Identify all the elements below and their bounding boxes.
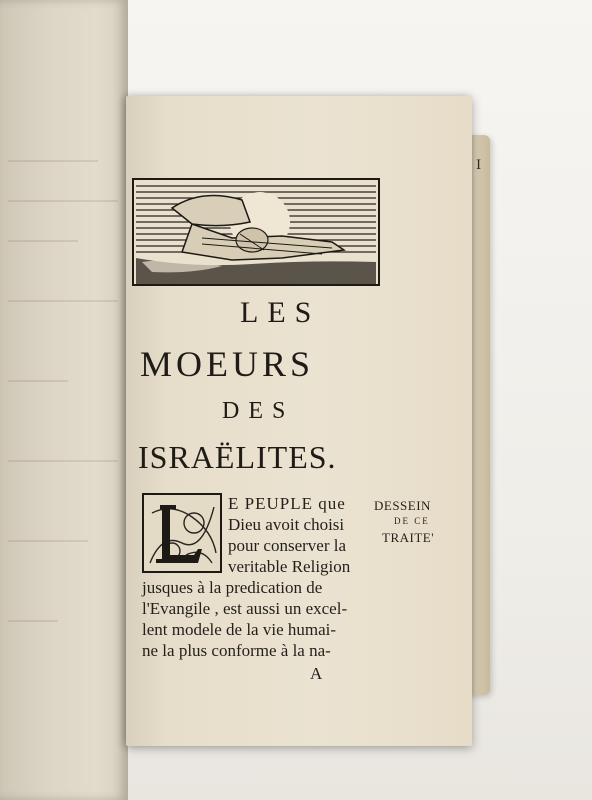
body-text-line: Dieu avoit choisi [228,515,345,534]
body-text-line: pour conserver la [228,536,347,555]
body-text-line: jusques à la predication de [142,578,323,597]
decorated-initial-icon [142,493,222,573]
page-number: I [476,158,482,173]
bleed-through-line [8,460,118,462]
body-text-line: ne la plus conforme à la na- [142,641,331,660]
bleed-through-line [8,160,98,162]
bleed-through-line [8,380,68,382]
woodcut-illustration-icon [132,178,380,286]
body-text-line: lent modele de la vie humai- [142,620,337,639]
signature-mark: A [310,664,323,683]
bleed-through-line [8,540,88,542]
body-text-line: E PEUPLE que [228,494,346,513]
bleed-through-line [8,200,118,202]
title-line: MOEURS [140,344,315,384]
margin-note: DE CE [394,516,430,526]
bleed-through-line [8,300,118,302]
bleed-through-line [8,240,78,242]
bleed-through-line [8,620,58,622]
margin-note: TRAITE' [382,530,435,545]
body-text-line: l'Evangile , est aussi un excel- [142,599,348,618]
title-line: LES [240,296,321,329]
right-page [126,96,482,746]
title-line: ISRAËLITES. [138,439,337,475]
margin-note: DESSEIN [374,498,431,513]
title-line: DES [222,398,295,424]
body-text-line: veritable Religion [228,557,351,576]
left-page [0,0,128,800]
